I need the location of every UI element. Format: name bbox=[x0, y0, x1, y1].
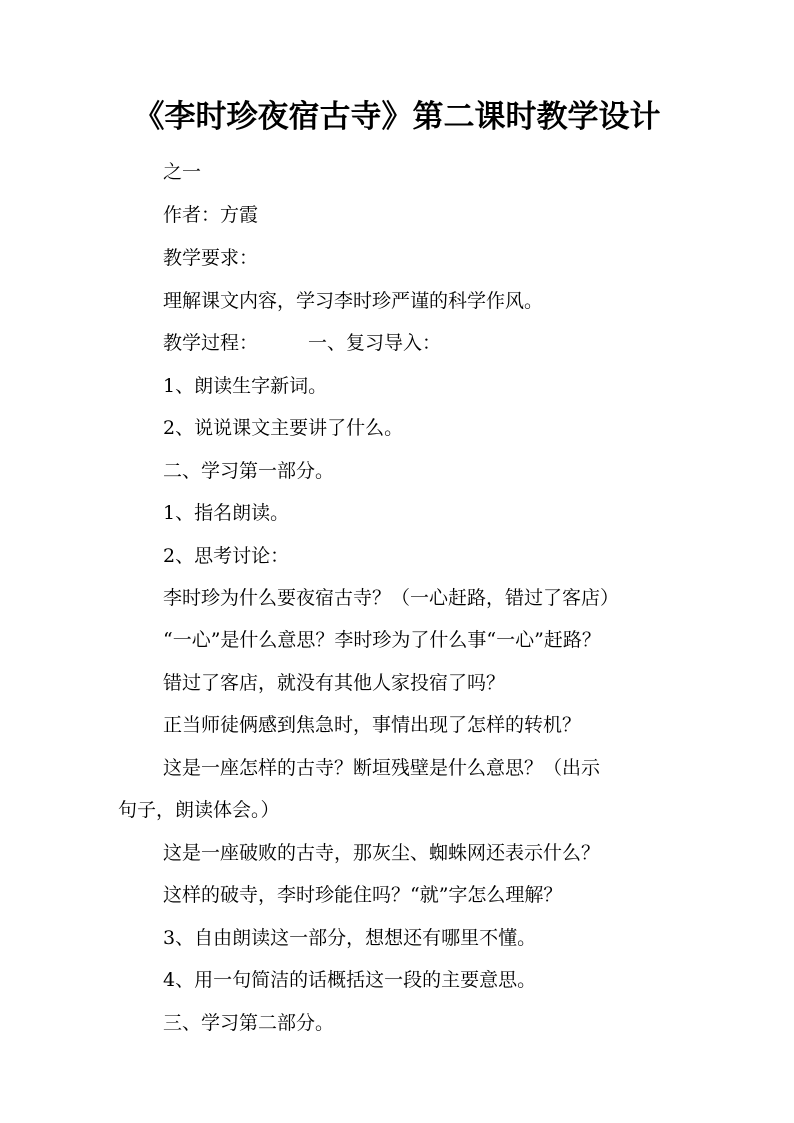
paragraph-line: 4、用一句简洁的话概括这一段的主要意思。 bbox=[163, 969, 537, 991]
paragraph-line: 3、自由朗读这一部分，想想还有哪里不懂。 bbox=[163, 927, 537, 949]
paragraph-line: 错过了客店，就没有其他人家投宿了吗？ bbox=[163, 672, 506, 694]
paragraph-line: 1、指名朗读。 bbox=[163, 502, 290, 524]
process-heading: 教学过程： bbox=[163, 332, 259, 354]
section-one-heading: 一、复习导入： bbox=[308, 332, 442, 354]
section-two-heading: 二、学习第一部分。 bbox=[163, 460, 335, 482]
paragraph-line: “一心”是什么意思？李时珍为了什么事“一心”赶路？ bbox=[163, 629, 601, 651]
paragraph-line: 正当师徒俩感到焦急时，事情出现了怎样的转机？ bbox=[163, 714, 582, 736]
paragraph-line: 2、思考讨论： bbox=[163, 545, 290, 567]
paragraph-line: 2、说说课文主要讲了什么。 bbox=[163, 417, 404, 439]
section-three-heading: 三、学习第二部分。 bbox=[163, 1012, 335, 1034]
paragraph-line-continued: 句子，朗读体会。） bbox=[118, 799, 280, 821]
paragraph-line: 1、朗读生字新词。 bbox=[163, 375, 328, 397]
author-line: 作者：方霞 bbox=[163, 204, 259, 226]
subtitle-line: 之一 bbox=[163, 161, 202, 183]
paragraph-line: 这样的破寺，李时珍能住吗？“就”字怎么理解？ bbox=[163, 884, 563, 906]
paragraph-line: 这是一座破败的古寺，那灰尘、蜘蛛网还表示什么？ bbox=[163, 842, 601, 864]
paragraph-line: 李时珍为什么要夜宿古寺？（一心赶路，错过了客店） bbox=[163, 587, 620, 609]
document-title: 《李时珍夜宿古寺》第二课时教学设计 bbox=[133, 99, 661, 135]
process-line bbox=[163, 330, 441, 356]
requirement-text: 理解课文内容，学习李时珍严谨的科学作风。 bbox=[163, 290, 544, 312]
paragraph-line: 这是一座怎样的古寺？断垣残壁是什么意思？（出示 bbox=[163, 757, 601, 779]
requirement-heading: 教学要求： bbox=[163, 247, 259, 269]
